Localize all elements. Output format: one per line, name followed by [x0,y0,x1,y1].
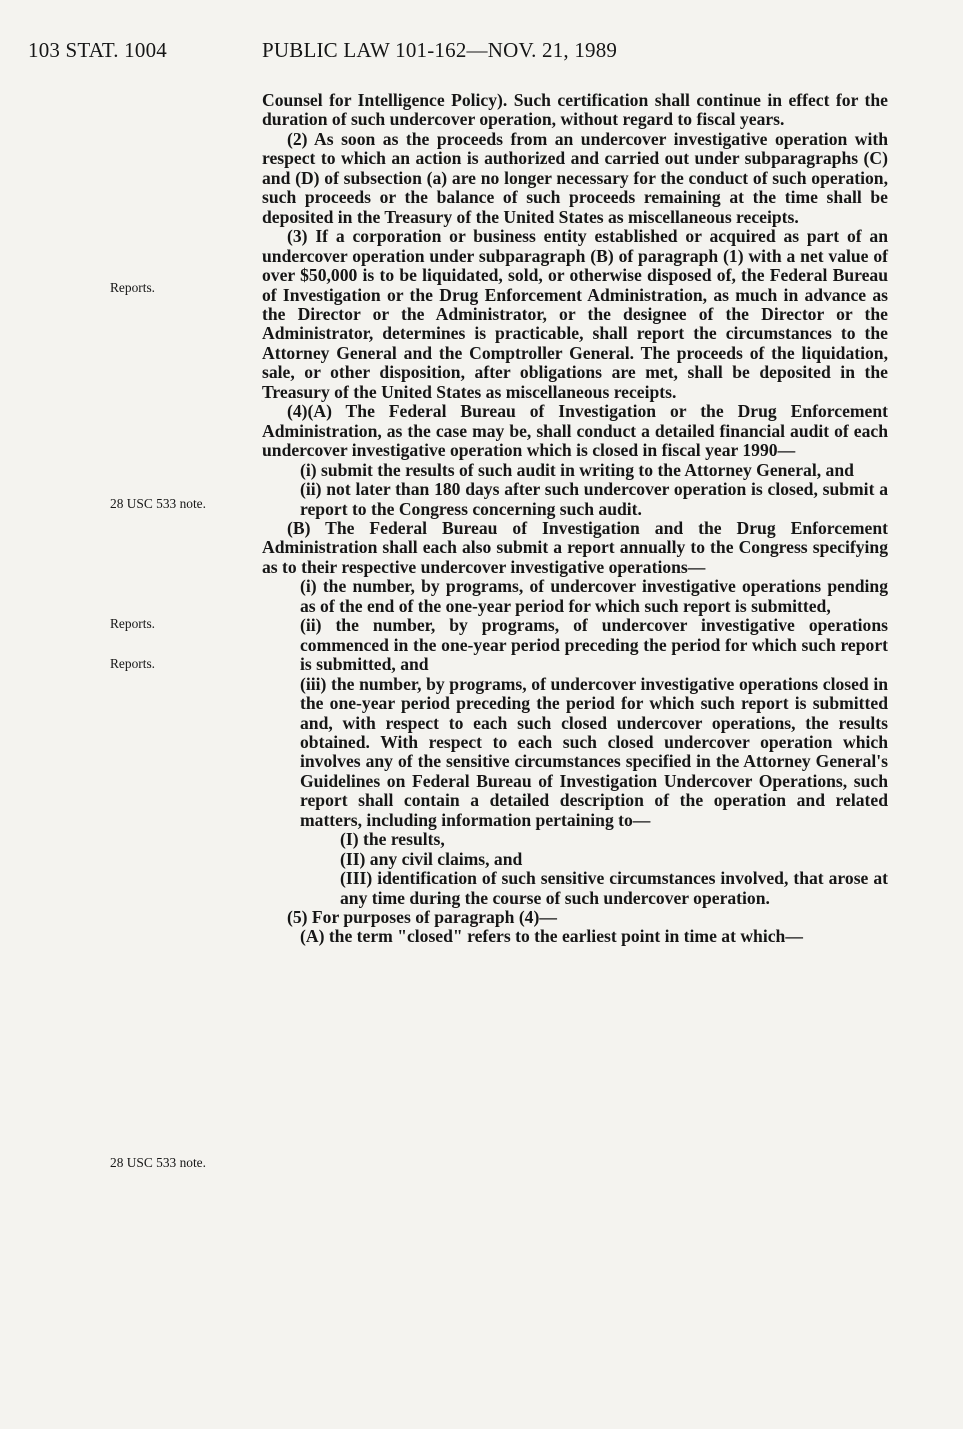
paragraph-continued: Counsel for Intelligence Policy). Such certification shall continue in effect for the duration of such undercover operation, without regard to fiscal years. [262,90,888,130]
subclause-II: (II) any civil claims, and [340,848,523,869]
margin-note-usc: 28 USC 533 note. [110,496,206,511]
paragraph-4a: (4)(A) The Federal Bureau of Investigation or the Drug Enforcement Administration, as the case may be, shall conduct a detailed financial audit of each undercover investigative operation which is closed in fiscal year 1990— [262,401,888,461]
page-header [28,38,963,74]
paragraph-4b: (B) The Federal Bureau of Investigation and the Drug Enforcement Administration shall each also submit a report annually to the Congress specifying as to their respective undercover investigative operations— [262,517,888,577]
public-law-title: PUBLIC LAW 101-162—NOV. 21, 1989 [262,38,618,62]
margin-note-reports: Reports. [110,616,156,631]
clause-4a-i: (i) submit the results of such audit in writing to the Attorney General, and [300,459,854,480]
document-body [262,91,888,947]
clause-4b-iii: (iii) the number, by programs, of undercover investigative operations closed in the one-year period preceding the period for which such report is submitted and, with respect to each such closed undercover operations, the results obtained. With respect to each such closed undercover operation which involves any of the sensitive circumstances specified in the Attorney General's Guidelines on Federal Bureau of Investigation Undercover Operations, such report shall contain a detailed description of the operation and related matters, including information pertaining to— [300,673,888,830]
margin-note-reports: Reports. [110,280,156,295]
paragraph-5: (5) For purposes of paragraph (4)— [287,907,557,928]
clause-4a-ii: (ii) not later than 180 days after such undercover operation is closed, submit a report to the Congress concerning such audit. [300,479,888,519]
margin-note-usc: 28 USC 533 note. [110,1155,206,1170]
statute-page-number: 103 STAT. 1004 [28,38,167,62]
clause-4b-ii: (ii) the number, by programs, of undercover investigative operations commenced in the one-year period preceding the period for which such report is submitted, and [300,615,888,675]
subparagraph-5a: (A) the term "closed" refers to the earliest point in time at which— [300,926,803,947]
paragraph-3: (3) If a corporation or business entity established or acquired as part of an undercover operation under subparagraph (B) of paragraph (1) with a net value of over $50,000 is to be liquidated, sold, or otherwise disposed of, the Federal Bureau of Investigation or the Drug Enforcement Administration, as much in advance as the Director or the Administrator, or the designee of the Director or the Administrator, determines is practicable, shall report the circumstances to the Attorney General and the Comptroller General. The proceeds of the liquidation, sale, or other disposition, after obligations are met, shall be deposited in the Treasury of the United States as miscellaneous receipts. [262,226,888,402]
paragraph-2: (2) As soon as the proceeds from an undercover investigative operation with respect to which an action is authorized and carried out under subparagraphs (C) and (D) of subsection (a) are no longer necessary for the conduct of such operation, such proceeds or the balance of such proceeds remaining at the time shall be deposited in the Treasury of the United States as miscellaneous receipts. [262,128,888,227]
subclause-I: (I) the results, [340,829,445,850]
subclause-III: (III) identification of such sensitive circumstances involved, that arose at any time during the course of such undercover operation. [340,868,888,908]
clause-4b-i: (i) the number, by programs, of undercover investigative operations pending as of the end of the one-year period for which such report is submitted, [300,576,888,616]
margin-note-reports: Reports. [110,656,156,671]
